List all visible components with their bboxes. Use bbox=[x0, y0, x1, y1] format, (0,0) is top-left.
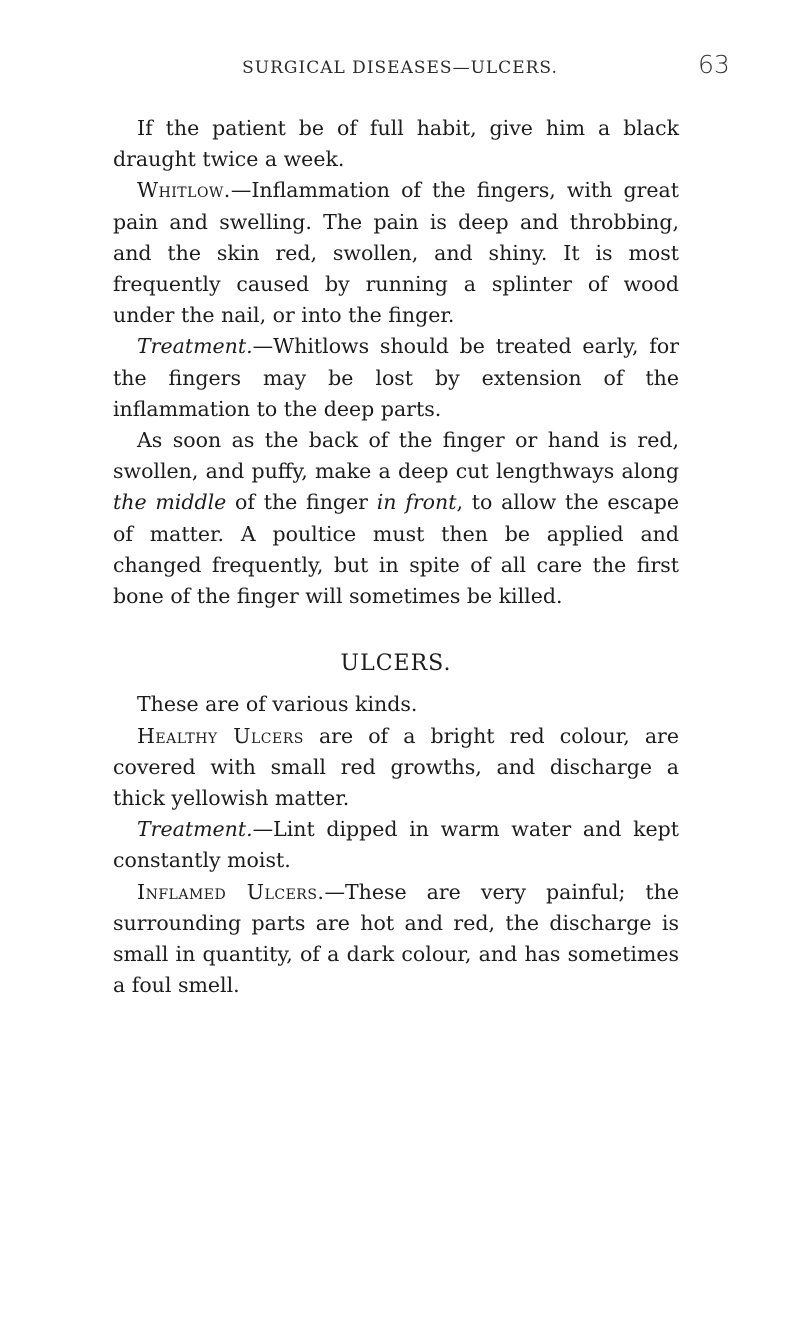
paragraph-black-draught bbox=[113, 113, 679, 175]
paragraph-inflamed-ulcers bbox=[113, 877, 679, 1002]
paragraph-text: —Lint dipped in warm water and kept constantly moist. bbox=[113, 817, 679, 873]
paragraph-text: If the patient be of full habit, give him a black draught twice a week. bbox=[113, 116, 679, 172]
paragraph-text: As soon as the back of the finger or hand is red, swollen, and puffy, make a deep cut lengthways along bbox=[113, 428, 679, 484]
term-inflamed-ulcers: Inflamed Ulcers. bbox=[137, 879, 325, 904]
emphasis-in-front: in front bbox=[376, 490, 457, 515]
term-treatment: Treatment. bbox=[137, 334, 253, 359]
paragraph-whitlow-treatment bbox=[113, 331, 679, 425]
paragraph-text: , to allow the escape of matter. A poultice must then be applied and changed frequently, but in spite of all care the first bone of the finger will sometimes be killed. bbox=[113, 490, 679, 609]
paragraph-text: —Whitlows should be treated early, for the fingers may be lost by extension of the inflammation to the deep parts. bbox=[113, 334, 679, 421]
paragraph-incision bbox=[113, 425, 679, 612]
term-healthy-ulcers: Healthy Ulcers bbox=[137, 723, 304, 748]
paragraph-ulcer-treatment bbox=[113, 814, 679, 876]
paragraph-ulcer-kinds bbox=[113, 689, 679, 720]
emphasis-the-middle: the middle bbox=[113, 490, 227, 515]
running-title: SURGICAL DISEASES—ULCERS. bbox=[242, 58, 558, 78]
body-text bbox=[113, 113, 679, 1001]
section-heading-ulcers: ULCERS. bbox=[340, 651, 452, 677]
term-whitlow: Whitlow. bbox=[137, 178, 231, 203]
term-treatment: Treatment. bbox=[137, 817, 253, 842]
paragraph-text: These are of various kinds. bbox=[137, 692, 418, 717]
paragraph-text: —These are very painful; the surrounding parts are hot and red, the discharge is small in quantity, of a dark colour, and has sometimes a foul smell. bbox=[113, 879, 679, 998]
paragraph-text: of the finger bbox=[226, 490, 377, 515]
running-head bbox=[0, 58, 800, 78]
paragraph-whitlow bbox=[113, 175, 679, 331]
paragraph-healthy-ulcers bbox=[113, 721, 679, 815]
paragraph-text: are of a bright red colour, are covered with small red growths, and discharge a thick yellowish matter. bbox=[113, 723, 679, 811]
paragraph-text: —Inflammation of the fingers, with great pain and swelling. The pain is deep and throbbing, and the skin red, swollen, and shiny. It is most frequently caused by running a splinter of wood under the nail, or into the finger. bbox=[113, 178, 679, 328]
page-number: 63 bbox=[698, 50, 730, 79]
